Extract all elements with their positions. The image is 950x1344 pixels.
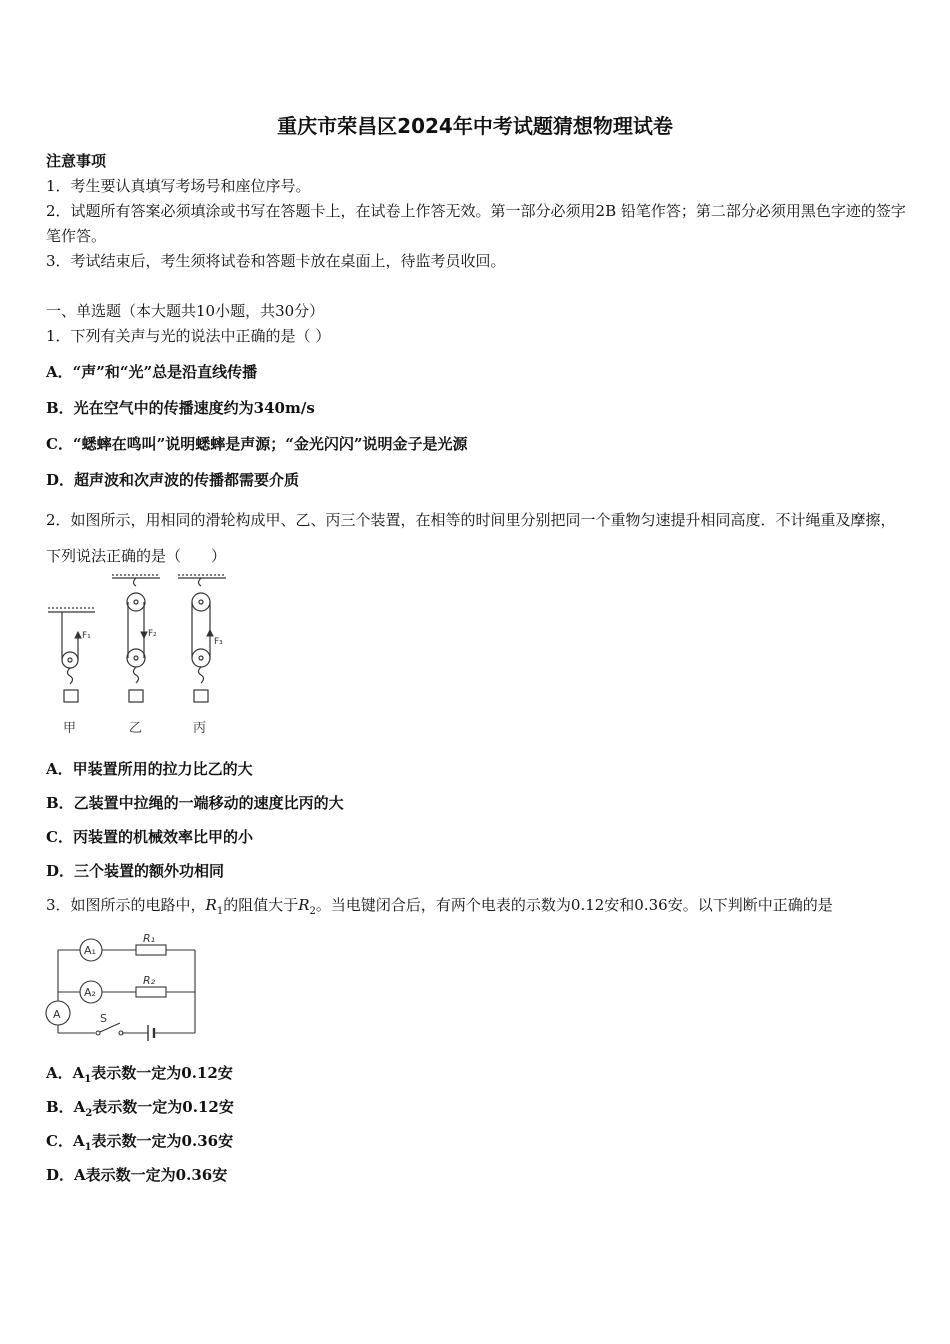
switch-label: S xyxy=(100,1012,107,1025)
q3-option-c: C．$A_1$表示数一定为0.36安 xyxy=(46,1132,234,1153)
notice-item: 1．考生要认真填写考场号和座位序号。 xyxy=(46,177,311,195)
q2-option-a: A．甲装置所用的拉力比乙的大 xyxy=(46,760,253,778)
ammeter-a1-label: A₁ xyxy=(84,944,96,957)
pulley-figure xyxy=(40,572,250,746)
question-3-stem: 3．如图所示的电路中，$R_1$的阻值大于$R_2$。当电键闭合后，有两个电表的示数为0.12安和0.36安。以下判断中正确的是 xyxy=(46,896,833,917)
resistor-r1-label: R₁ xyxy=(143,932,156,945)
q3-option-d: D．A表示数一定为0.36安 xyxy=(46,1166,228,1184)
label-yi: 乙 xyxy=(129,721,143,736)
label-bing: 丙 xyxy=(193,721,207,736)
ammeter-a-label: A xyxy=(53,1008,61,1021)
force-label-f3: F₃ xyxy=(214,637,223,647)
resistor-r2-label: R₂ xyxy=(143,974,156,987)
notice-item: 2．试题所有答案必须填涂或书写在答题卡上，在试卷上作答无效。第一部分必须用2B 铅笔作答；第二部分必须用黑色字迹的签字笔作答。 xyxy=(46,202,906,245)
section-heading: 一、单选题（本大题共10小题，共30分） xyxy=(46,302,325,320)
q3-option-a: A．$A_1$表示数一定为0.12安 xyxy=(46,1064,233,1085)
question-1-stem: 1．下列有关声与光的说法中正确的是（ ） xyxy=(46,327,331,345)
page-title: 重庆市荣昌区2024年中考试题猜想物理试卷 xyxy=(277,114,673,138)
q2-option-b: B．乙装置中拉绳的一端移动的速度比丙的大 xyxy=(46,794,344,812)
force-label-f2: F₂ xyxy=(148,629,157,639)
ammeter-a2-label: A₂ xyxy=(84,986,96,999)
q1-option-a: A．“声”和“光”总是沿直线传播 xyxy=(46,363,258,381)
q1-option-c: C．“蟋蟀在鸣叫”说明蟋蟀是声源；“金光闪闪”说明金子是光源 xyxy=(46,435,468,453)
q2-option-c: C．丙装置的机械效率比甲的小 xyxy=(46,828,253,846)
question-2-stem: 2．如图所示，用相同的滑轮构成甲、乙、丙三个装置，在相等的时间里分别把同一个重物匀速提升相同高度．不计绳重及摩擦，下列说法正确的是（ ） xyxy=(46,511,896,565)
q1-option-d: D．超声波和次声波的传播都需要介质 xyxy=(46,471,300,489)
q1-option-b: B．光在空气中的传播速度约为340m/s xyxy=(46,399,315,417)
force-label-f1: F₁ xyxy=(82,631,91,641)
notice-item: 3．考试结束后，考生须将试卷和答题卡放在桌面上，待监考员收回。 xyxy=(46,252,506,270)
label-jia: 甲 xyxy=(63,721,77,736)
notice-heading: 注意事项 xyxy=(46,152,107,170)
q3-option-b: B．$A_2$表示数一定为0.12安 xyxy=(46,1098,234,1119)
circuit-figure xyxy=(40,928,210,1047)
q2-option-d: D．三个装置的额外功相同 xyxy=(46,862,225,880)
